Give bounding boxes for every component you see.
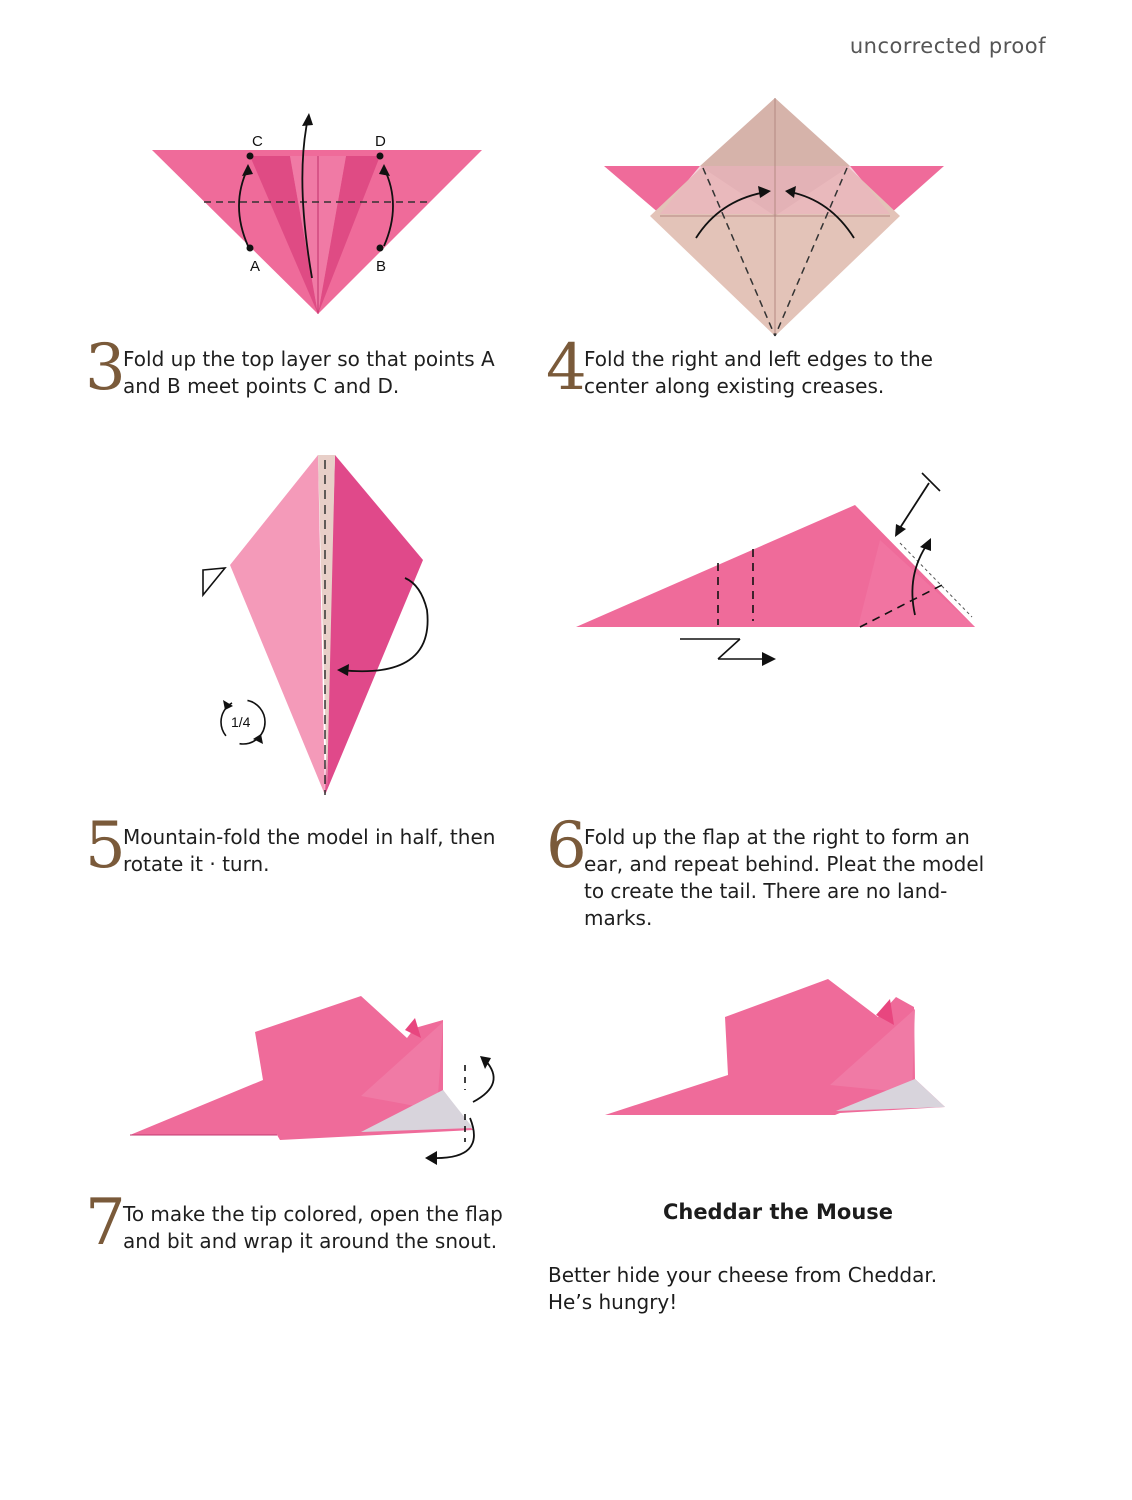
step7-diagram	[125, 990, 505, 1175]
step-text	[123, 1201, 503, 1255]
step-line: Fold up the top layer so that points A	[123, 347, 495, 371]
label-d: D	[375, 133, 386, 150]
step-line: ear, and repeat behind. Pleat the model	[584, 852, 985, 876]
step-text	[123, 824, 495, 878]
caption-line: He’s hungry!	[548, 1290, 678, 1314]
final-mouse-diagram	[600, 975, 950, 1120]
step-number: 6	[546, 809, 587, 883]
label-a: A	[250, 258, 261, 275]
step-line: To make the tip colored, open the flap	[123, 1202, 503, 1226]
caption-line: Better hide your cheese from Cheddar.	[548, 1263, 938, 1287]
proof-label: uncorrected proof	[849, 34, 1046, 58]
step6-diagram	[570, 465, 980, 680]
step-number: 5	[85, 809, 126, 883]
step-line: Fold the right and left edges to the	[584, 347, 933, 371]
step4-diagram	[600, 92, 950, 342]
step-number: 4	[546, 331, 587, 405]
model-title: Cheddar the Mouse	[662, 1200, 894, 1224]
step-line: Fold up the flap at the right to form an	[584, 825, 970, 849]
step-text	[584, 824, 984, 932]
step-line: and B meet points C and D.	[123, 374, 400, 398]
step-line: and bit and wrap it around the snout.	[123, 1229, 498, 1253]
model-caption	[548, 1262, 1008, 1316]
step-line: center along existing creases.	[584, 374, 885, 398]
step-text	[123, 346, 495, 400]
step-number: 7	[85, 1186, 126, 1260]
step-line: rotate it · turn.	[123, 852, 270, 876]
step-line: Mountain-fold the model in half, then	[123, 825, 496, 849]
step-text	[584, 346, 933, 400]
step-number: 3	[85, 331, 126, 405]
label-c: C	[252, 133, 263, 150]
step-line: to create the tail. There are no land-	[584, 879, 948, 903]
rotate-label: 1/4	[231, 714, 251, 730]
label-b: B	[376, 258, 387, 275]
step5-diagram	[195, 450, 440, 800]
step3-diagram	[140, 110, 500, 325]
step-line: marks.	[584, 906, 653, 930]
